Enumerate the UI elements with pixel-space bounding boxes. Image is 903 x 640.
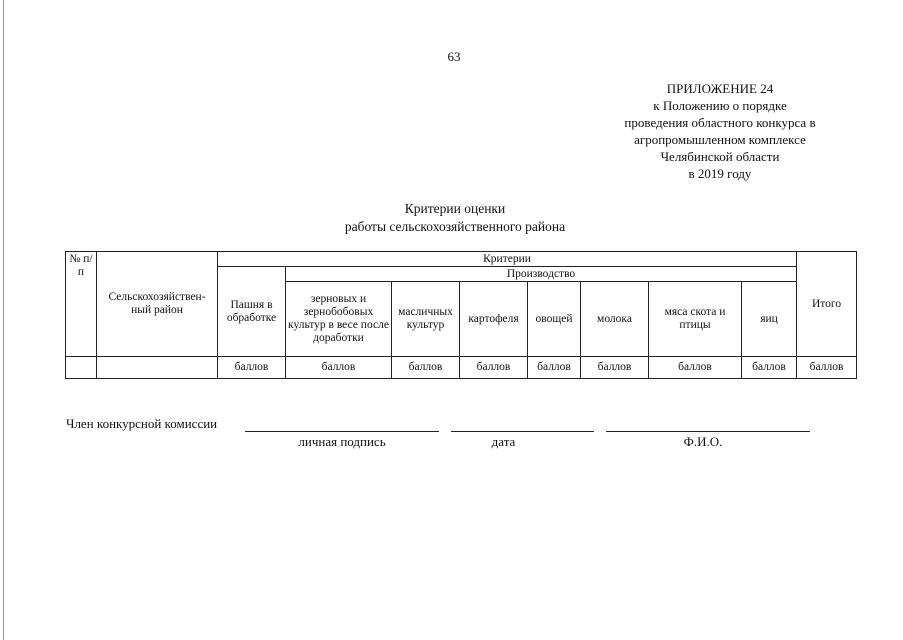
title-line-2: работы сельскохозяйственного района — [344, 219, 566, 234]
page-number: 63 — [447, 49, 461, 64]
title-line-1: Критерии оценки — [404, 201, 506, 216]
units-cell-vegetables: баллов — [528, 357, 581, 379]
appendix-header — [585, 80, 855, 182]
date-blank[interactable] — [451, 431, 594, 432]
header-oilseed: масличных культур — [392, 282, 460, 357]
appendix-line: Челябинской области — [660, 149, 780, 164]
header-total: Итого — [797, 252, 857, 357]
units-cell-number — [66, 357, 97, 379]
units-cell-district — [97, 357, 218, 379]
units-cell-eggs: баллов — [742, 357, 797, 379]
name-blank[interactable] — [606, 431, 810, 432]
units-cell-oilseed: баллов — [392, 357, 460, 379]
header-production: Производство — [286, 267, 797, 282]
appendix-line: в 2019 году — [688, 166, 752, 181]
signature-caption: личная подпись — [298, 434, 386, 449]
units-cell-total: баллов — [797, 357, 857, 379]
units-cell-grain: баллов — [286, 357, 392, 379]
header-grain: зерновых и зернобобовых культур в весе после доработки — [286, 282, 392, 357]
document-title — [305, 200, 605, 236]
header-arable: Пашня в обработке — [218, 267, 286, 357]
header-milk: молока — [581, 282, 649, 357]
signature-label: Член конкурсной комиссии — [66, 416, 218, 431]
header-meat: мяса скота и птицы — [649, 282, 742, 357]
units-cell-potato: баллов — [460, 357, 528, 379]
header-district: Сельскохозяйствен-ный район — [97, 252, 218, 357]
name-caption: Ф.И.О. — [683, 434, 723, 449]
appendix-line: агропромышленном комплексе — [634, 132, 806, 147]
units-cell-arable: баллов — [218, 357, 286, 379]
appendix-line: проведения областного конкурса в — [624, 115, 816, 130]
appendix-line: ПРИЛОЖЕНИЕ 24 — [666, 81, 774, 96]
header-criteria: Критерии — [218, 252, 797, 267]
header-vegetables: овощей — [528, 282, 581, 357]
units-cell-meat: баллов — [649, 357, 742, 379]
header-eggs: яиц — [742, 282, 797, 357]
signature-blank[interactable] — [245, 431, 439, 432]
units-cell-milk: баллов — [581, 357, 649, 379]
criteria-table — [65, 251, 857, 379]
date-caption: дата — [491, 434, 516, 449]
appendix-line: к Положению о порядке — [653, 98, 787, 113]
table-row — [66, 357, 857, 379]
header-potato: картофеля — [460, 282, 528, 357]
page-left-edge — [3, 0, 4, 640]
header-number: № п/п — [66, 252, 97, 357]
